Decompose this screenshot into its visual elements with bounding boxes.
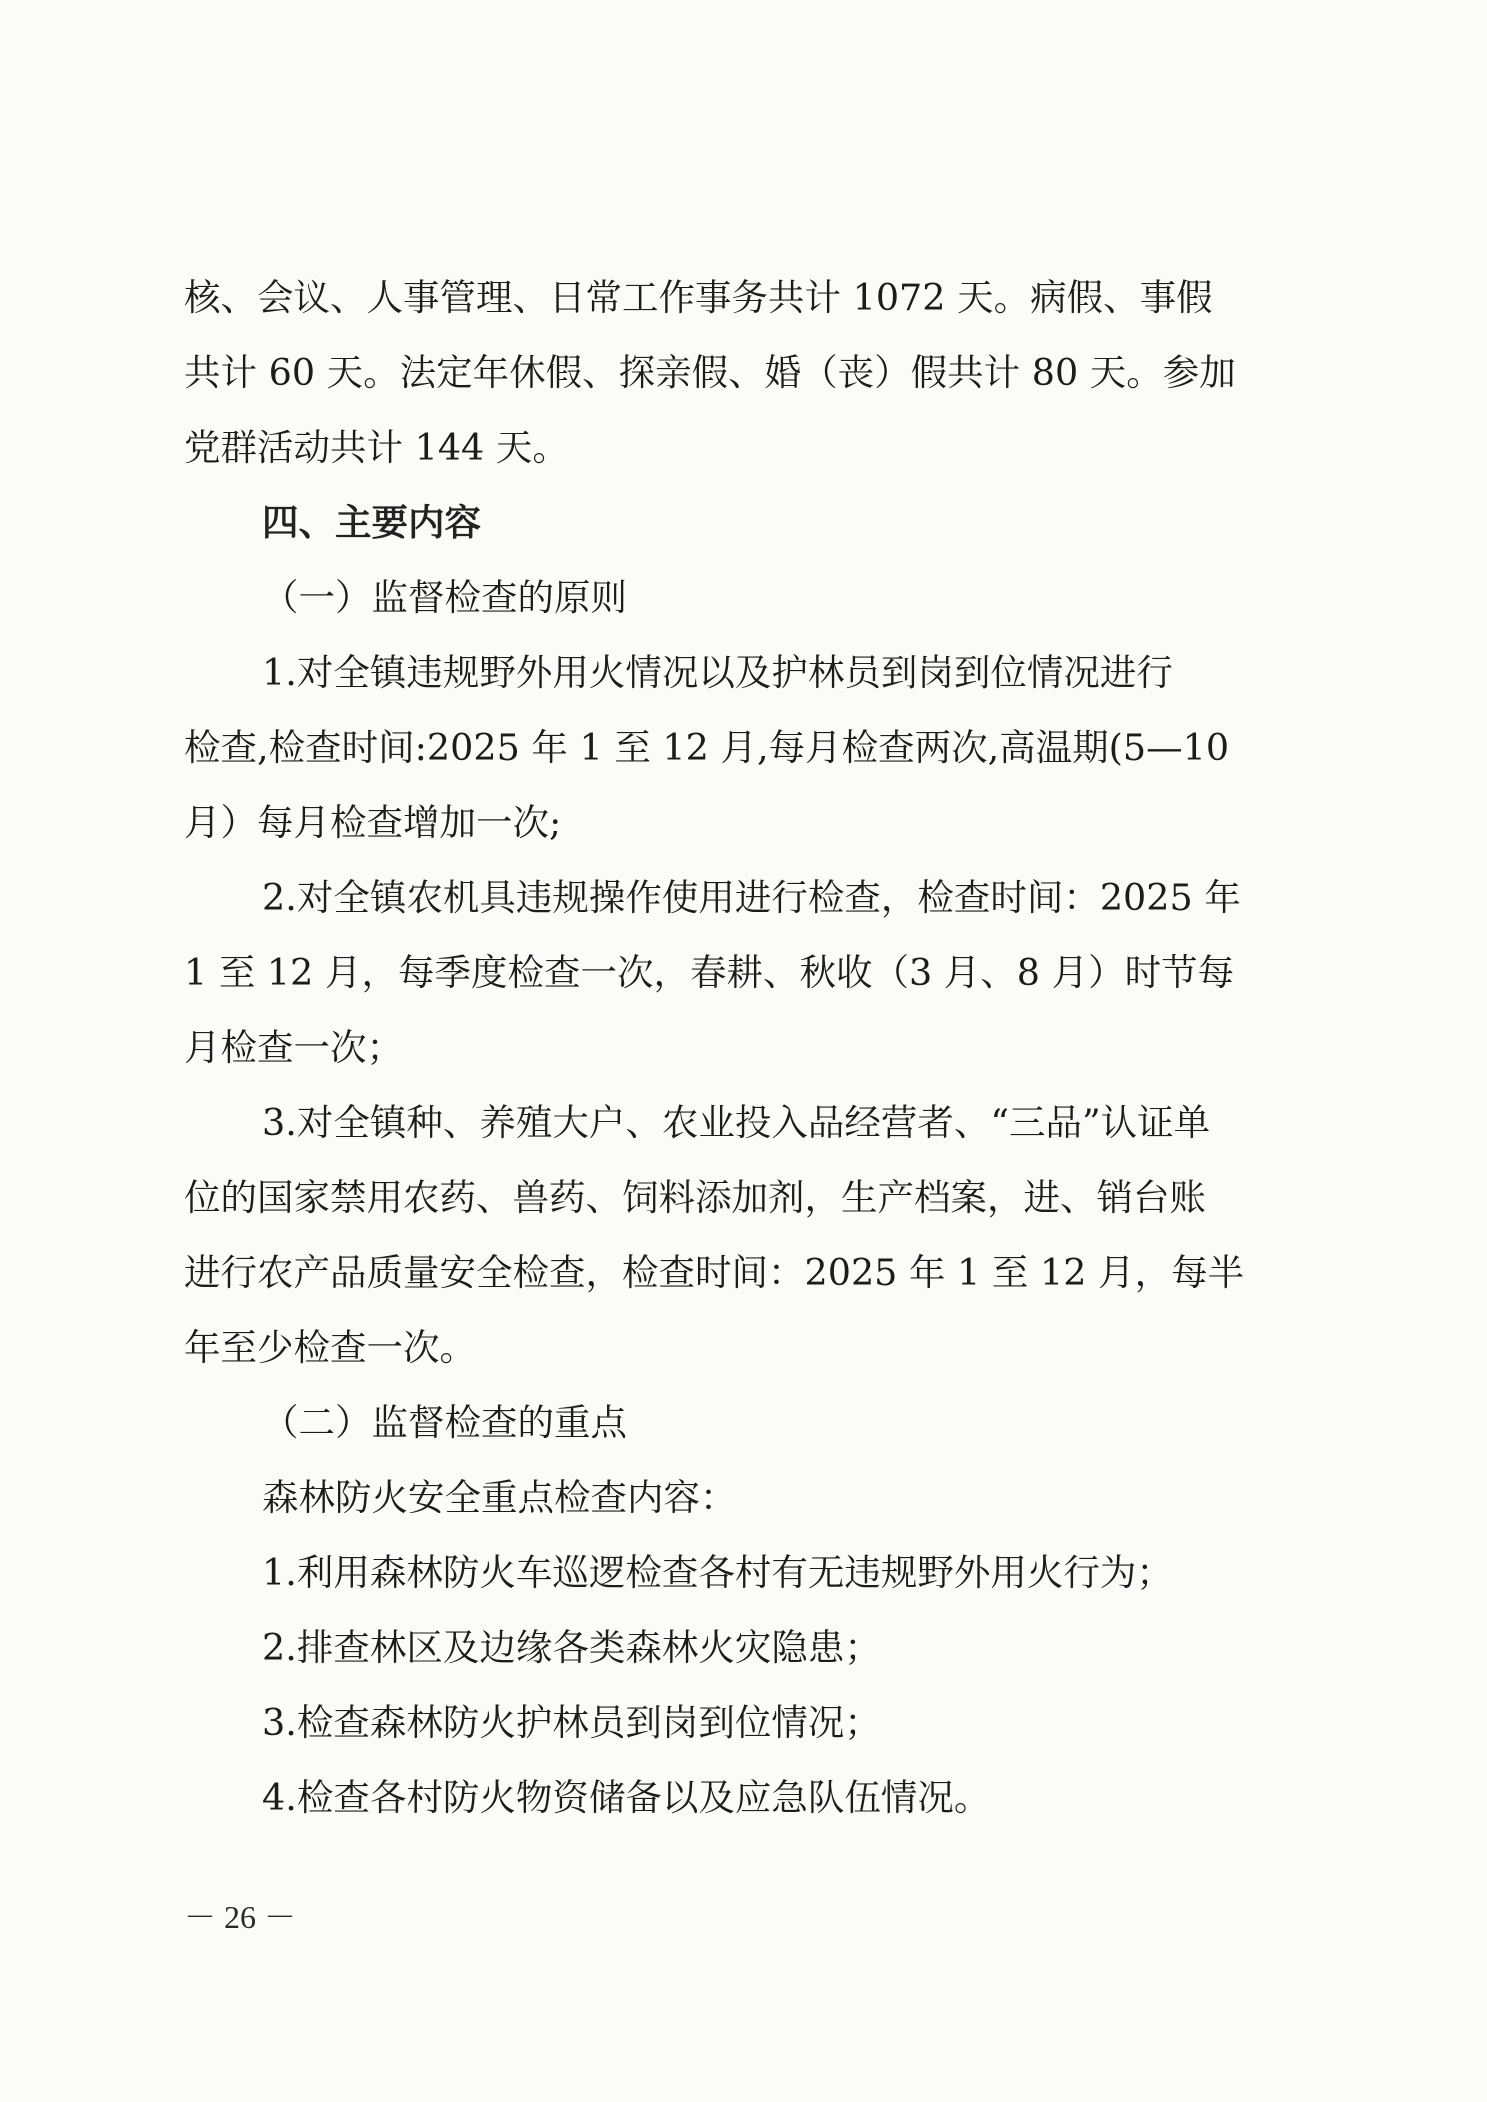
list-item: 3.检查森林防火护林员到岗到位情况； [262, 1701, 881, 1744]
paragraph-line: 共计 60 天。法定年休假、探亲假、婚（丧）假共计 80 天。参加 [184, 351, 1236, 394]
paragraph-line: 3.对全镇种、养殖大户、农业投入品经营者、“三品”认证单 [262, 1101, 1211, 1144]
paragraph-line: 1 至 12 月，每季度检查一次，春耕、秋收（3 月、8 月）时节每 [184, 951, 1235, 994]
page-number: － 26 － [184, 1899, 297, 1935]
paragraph-line: 位的国家禁用农药、兽药、饲料添加剂，生产档案，进、销台账 [184, 1176, 1206, 1219]
list-item: 1.利用森林防火车巡逻检查各村有无违规野外用火行为； [262, 1551, 1173, 1594]
paragraph-line: 进行农产品质量安全检查，检查时间：2025 年 1 至 12 月，每半 [184, 1251, 1245, 1294]
paragraph-line: 检查,检查时间:2025 年 1 至 12 月,每月检查两次,高温期(5—10 [184, 726, 1230, 769]
section-heading: 四、主要内容 [262, 501, 481, 544]
paragraph-line: 党群活动共计 144 天。 [184, 426, 569, 469]
paragraph-line: 月检查一次； [184, 1026, 403, 1069]
paragraph-line: 年至少检查一次。 [184, 1326, 476, 1369]
list-item: 2.排查林区及边缘各类森林火灾隐患； [262, 1626, 881, 1669]
paragraph-line: 2.对全镇农机具违规操作使用进行检查，检查时间：2025 年 [262, 876, 1241, 919]
paragraph-line: 核、会议、人事管理、日常工作事务共计 1072 天。病假、事假 [184, 276, 1213, 319]
paragraph-line: 1.对全镇违规野外用火情况以及护林员到岗到位情况进行 [262, 651, 1173, 694]
list-item: 4.检查各村防火物资储备以及应急队伍情况。 [262, 1776, 991, 1819]
subsection-heading: （二）监督检查的重点 [262, 1401, 627, 1444]
subsection-heading: （一）监督检查的原则 [262, 576, 627, 619]
paragraph-line: 森林防火安全重点检查内容： [262, 1476, 737, 1519]
paragraph-line: 月）每月检查增加一次; [184, 801, 562, 844]
